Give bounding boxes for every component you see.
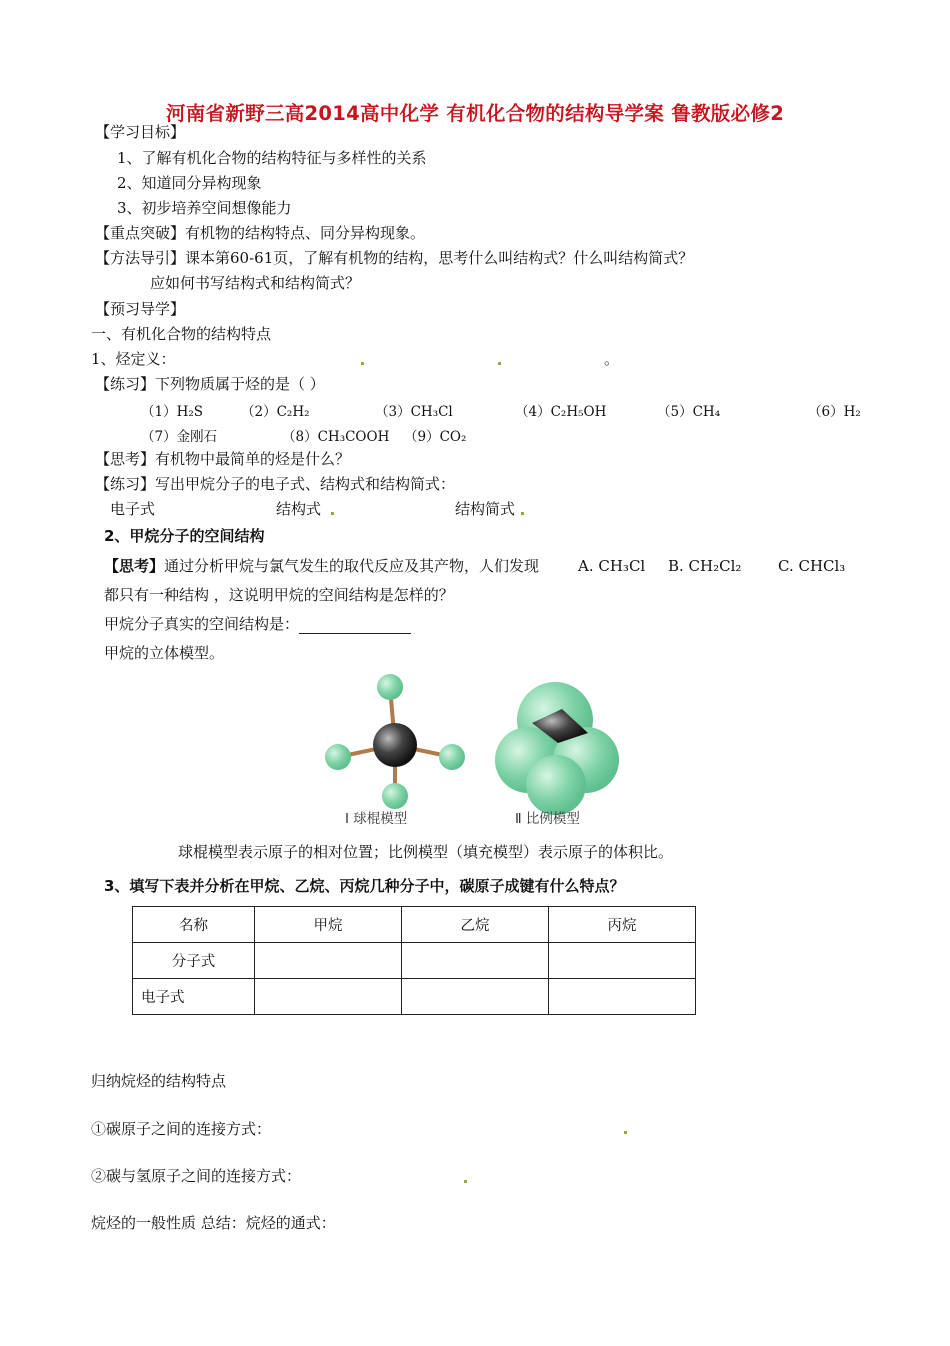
- exercise-1-prompt: 【练习】下列物质属于烃的是（ ）: [95, 375, 325, 393]
- stray-dot: [361, 362, 364, 365]
- table-row: [133, 943, 696, 979]
- carbon-atom: [373, 723, 417, 767]
- table-header-row: [133, 907, 696, 943]
- hydrocarbon-definition: 1、烃定义：: [91, 350, 176, 368]
- hydrogen-atom: [325, 744, 351, 770]
- exercise-option: （6）H₂: [808, 404, 861, 420]
- key-points: 【重点突破】有机物的结构特点、同分异构现象。: [95, 224, 426, 242]
- section-3-heading: 3、填写下表并分析在甲烷、乙烷、丙烷几种分子中，碳原子成键有什么特点？: [104, 877, 625, 895]
- exercise-option: （3）CH₃Cl: [375, 404, 453, 420]
- table-header-cell: 乙烷: [402, 907, 549, 943]
- stray-dot: [331, 512, 334, 515]
- table-header-cell: 甲烷: [255, 907, 402, 943]
- section-2-heading: 2、甲烷分子的空间结构: [104, 527, 265, 545]
- think-1: 【思考】有机物中最简单的烃是什么？: [95, 450, 351, 468]
- label-structural-formula: 结构式: [276, 500, 322, 518]
- table-header-cell: 丙烷: [549, 907, 696, 943]
- table-cell: [549, 943, 696, 979]
- exercise-option: （5）CH₄: [657, 404, 721, 420]
- stray-dot: [498, 362, 501, 365]
- table-cell: [255, 943, 402, 979]
- answer-blank: [299, 619, 411, 634]
- caption-space-filling: Ⅱ 比例模型: [515, 811, 580, 827]
- table-row: [133, 979, 696, 1015]
- label-electron-formula: 电子式: [110, 500, 156, 518]
- summary-item-1: ①碳原子之间的连接方式：: [91, 1120, 272, 1138]
- space-filling-model: [495, 682, 619, 815]
- ball-and-stick-model: [325, 674, 465, 809]
- think-label: 【思考】: [104, 557, 165, 575]
- hydrogen-atom: [377, 674, 403, 700]
- real-structure-question: [104, 614, 411, 634]
- section-2-think: [104, 556, 539, 576]
- objective-item-2: 2、知道同分异构现象: [117, 174, 262, 192]
- compound-c: C. CHCl₃: [778, 557, 846, 575]
- stray-dot: [624, 1131, 627, 1134]
- hydrogen-atom: [439, 744, 465, 770]
- method-line-1: 【方法导引】课本第60-61页，了解有机物的结构，思考什么叫结构式？什么叫结构简式？: [95, 249, 694, 267]
- exercise-option: （2）C₂H₂: [241, 404, 310, 420]
- stray-dot: [521, 512, 524, 515]
- methane-models-figure: [310, 665, 640, 835]
- model-note: 球棍模型表示原子的相对位置；比例模型（填充模型）表示原子的体积比。: [178, 843, 674, 861]
- definition-period: 。: [604, 350, 620, 368]
- table-cell: [402, 979, 549, 1015]
- summary-item-2: ②碳与氢原子之间的连接方式：: [91, 1167, 302, 1185]
- compound-b: B. CH₂Cl₂: [668, 557, 742, 575]
- table-cell: [402, 943, 549, 979]
- summary-last-line: 烷烃的一般性质 总结：烷烃的通式：: [91, 1214, 336, 1232]
- section-1-heading: 一、有机化合物的结构特点: [91, 325, 272, 343]
- objective-item-1: 1、了解有机化合物的结构特征与多样性的关系: [117, 149, 427, 167]
- document-title: 河南省新野三高2014高中化学 有机化合物的结构导学案 鲁教版必修2: [165, 102, 785, 125]
- preview-header: 【预习导学】: [95, 300, 186, 318]
- caption-ball-stick: Ⅰ 球棍模型: [345, 811, 408, 827]
- objectives-header: 【学习目标】: [95, 123, 186, 141]
- exercise-2-prompt: 【练习】写出甲烷分子的电子式、结构式和结构简式：: [95, 475, 456, 493]
- exercise-option: （8）CH₃COOH: [282, 429, 390, 445]
- stray-dot: [464, 1180, 467, 1183]
- method-line-2: 应如何书写结构式和结构简式？: [150, 274, 361, 292]
- alkane-table: [132, 906, 696, 1015]
- table-cell: [549, 979, 696, 1015]
- table-header-cell: 名称: [133, 907, 255, 943]
- table-cell: [255, 979, 402, 1015]
- think-text: 通过分析甲烷与氯气发生的取代反应及其产物，人们发现: [164, 557, 540, 575]
- row-label: 电子式: [133, 979, 255, 1015]
- model-heading: 甲烷的立体模型。: [104, 644, 225, 662]
- exercise-option: （7）金刚石: [141, 429, 218, 445]
- summary-heading: 归纳烷烃的结构特点: [91, 1072, 227, 1090]
- exercise-option: （9）CO₂: [404, 429, 467, 445]
- row-label: 分子式: [133, 943, 255, 979]
- exercise-option: （4）C₂H₅OH: [515, 404, 607, 420]
- section-2-think-line-2: 都只有一种结构 ，这说明甲烷的空间结构是怎样的？: [104, 586, 454, 604]
- compound-a: A. CH₃Cl: [578, 557, 646, 575]
- objective-item-3: 3、初步培养空间想像能力: [117, 199, 292, 217]
- label-condensed-formula: 结构简式: [455, 500, 516, 518]
- exercise-option: （1）H₂S: [141, 404, 204, 420]
- real-structure-label: 甲烷分子真实的空间结构是：: [104, 615, 300, 633]
- hydrogen-atom: [382, 783, 408, 809]
